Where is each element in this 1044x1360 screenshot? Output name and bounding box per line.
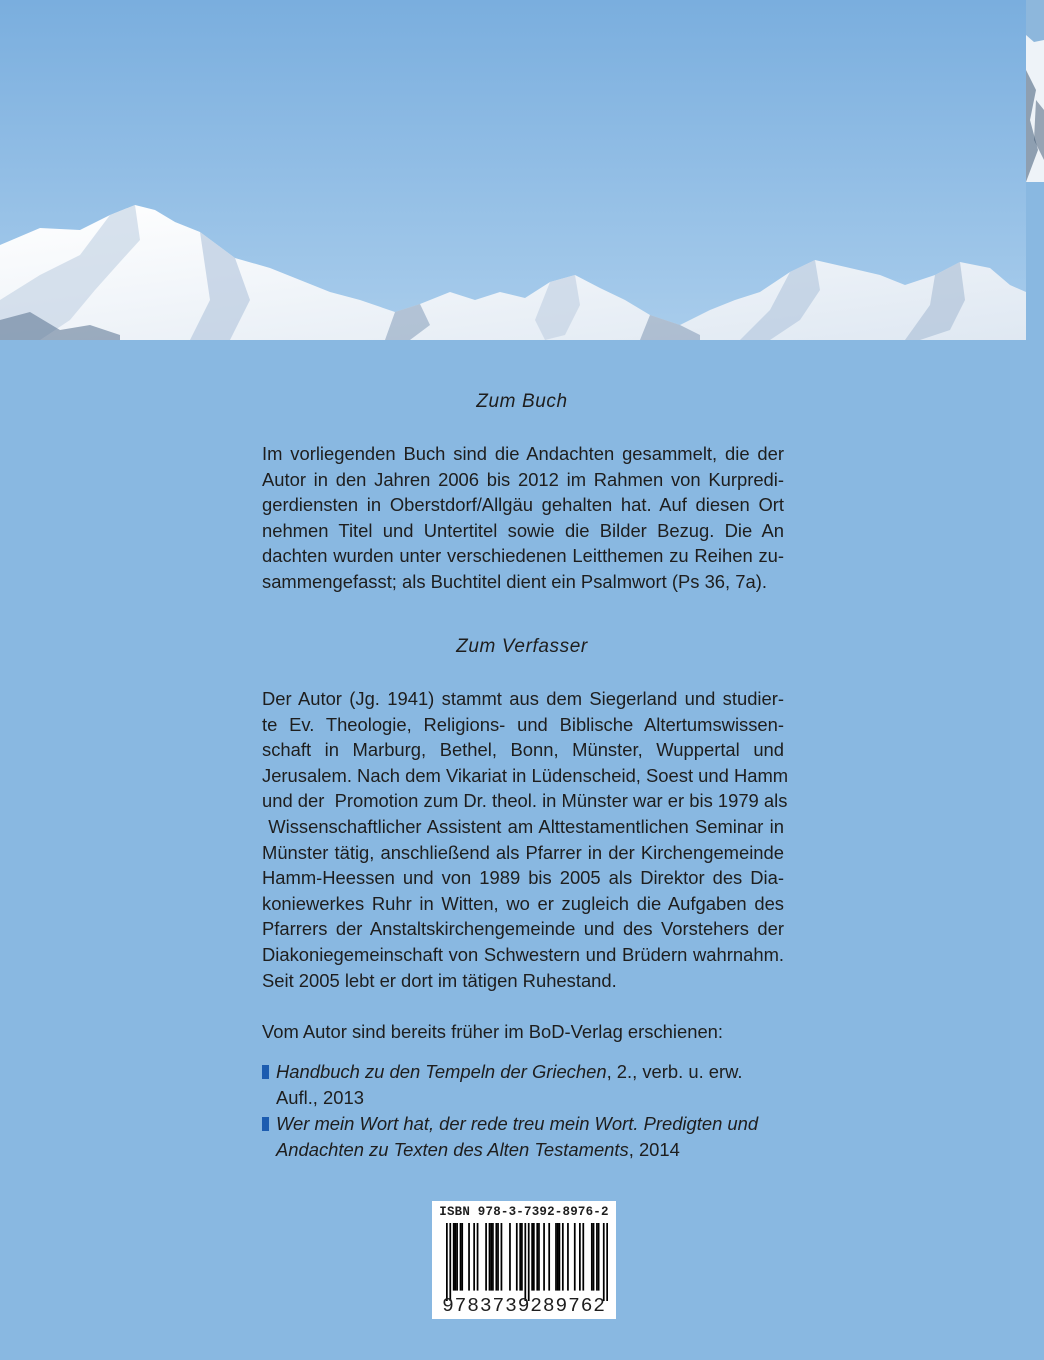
ean-digits: 9783739289762 bbox=[442, 1295, 606, 1317]
barcode-bar bbox=[492, 1223, 494, 1291]
list-bullet-icon bbox=[262, 1117, 269, 1131]
barcode-bar bbox=[501, 1223, 503, 1291]
text-line: Pfarrers der Anstaltskirchengemeinde und des Vorstehers der bbox=[262, 918, 784, 940]
barcode-bar bbox=[455, 1223, 457, 1291]
barcode-bar bbox=[533, 1223, 535, 1291]
text-line: Seit 2005 lebt er dort im tätigen Ruhestand. bbox=[262, 969, 617, 991]
publication-details-cont: Aufl., 2013 bbox=[276, 1086, 364, 1108]
publication-details: , 2014 bbox=[628, 1138, 680, 1160]
paragraph-zum-buch bbox=[262, 441, 784, 595]
barcode-bar bbox=[446, 1223, 448, 1301]
barcode-bar bbox=[543, 1223, 545, 1291]
text-line: gerdiensten in Oberstdorf/Allgäu gehalten hat. Auf diesen Ort bbox=[262, 494, 784, 516]
text-line: schaft in Marburg, Bethel, Bonn, Münster, Wuppertal und bbox=[262, 739, 784, 761]
text-line: Im vorliegenden Buch sind die Andachten gesammelt, die der bbox=[262, 443, 784, 464]
list-bullet-icon bbox=[262, 1065, 269, 1079]
barcode-bar bbox=[598, 1223, 600, 1291]
barcode-bar bbox=[516, 1223, 518, 1291]
text-line: koniewerkes Ruhr in Witten, wo er zugleich die Aufgaben des bbox=[262, 892, 784, 914]
barcode-bar bbox=[460, 1223, 462, 1291]
publication-details: , 2., verb. u. erw. bbox=[606, 1061, 743, 1082]
barcode-bar bbox=[567, 1223, 569, 1291]
text-line: Autor in den Jahren 2006 bis 2012 im Rahmen von Kurpredi- bbox=[262, 468, 784, 490]
text-line: Der Autor (Jg. 1941) stammt aus dem Siegerland und studier- bbox=[262, 688, 784, 709]
barcode-bar bbox=[593, 1223, 595, 1291]
barcode-bar bbox=[453, 1223, 455, 1291]
barcode-bar bbox=[548, 1223, 550, 1291]
barcode-bar bbox=[497, 1223, 499, 1291]
isbn-barcode bbox=[432, 1201, 616, 1319]
text-line: und der Promotion zum Dr. theol. in Münster war er bis 1979 als bbox=[262, 790, 788, 812]
barcode-bar bbox=[538, 1223, 540, 1291]
barcode-bar bbox=[468, 1223, 470, 1291]
spine-photo-strip bbox=[1026, 0, 1044, 182]
barcode-bar bbox=[461, 1223, 463, 1291]
section-heading-zum-verfasser: Zum Verfasser bbox=[456, 636, 588, 657]
text-line: Wissenschaftlicher Assistent am Alttestamentlichen Seminar in bbox=[262, 815, 784, 837]
barcode-bar bbox=[562, 1223, 564, 1291]
barcode-bar bbox=[495, 1223, 497, 1291]
text-line: Hamm-Heessen und von 1989 bis 2005 als Direktor des Dia- bbox=[262, 867, 784, 889]
text-line: Münster tätig, anschließend als Pfarrer in der Kirchengemeinde bbox=[262, 841, 784, 863]
barcode-bar bbox=[477, 1223, 479, 1291]
barcode-bar bbox=[490, 1223, 492, 1291]
barcode-bar bbox=[456, 1223, 458, 1291]
publication-item bbox=[262, 1059, 784, 1110]
text-line: dachten wurden unter verschiedenen Leitthemen zu Reihen zu- bbox=[262, 545, 784, 567]
barcode-bar bbox=[485, 1223, 487, 1291]
barcode-bar bbox=[596, 1223, 598, 1291]
section-heading-zum-buch: Zum Buch bbox=[476, 391, 568, 412]
isbn-label: ISBN 978-3-7392-8976-2 bbox=[439, 1205, 609, 1219]
barcode-bar bbox=[531, 1223, 533, 1291]
barcode-bar bbox=[603, 1223, 605, 1301]
text-line: sammengefasst; als Buchtitel dient ein Psalmwort (Ps 36, 7a). bbox=[262, 570, 767, 592]
publication-title-cont: Andachten zu Texten des Alten Testaments bbox=[276, 1138, 629, 1160]
publication-title: Wer mein Wort hat, der rede treu mein Wort. Predigten und bbox=[276, 1113, 759, 1134]
publications-intro: Vom Autor sind bereits früher im BoD-Verlag erschienen: bbox=[262, 1021, 724, 1042]
barcode-bar bbox=[519, 1223, 521, 1291]
barcode-bar bbox=[591, 1223, 593, 1291]
publication-title: Handbuch zu den Tempeln der Griechen bbox=[276, 1061, 607, 1082]
barcode-bar bbox=[528, 1223, 530, 1301]
barcode-bar bbox=[449, 1223, 451, 1301]
barcode-bar bbox=[521, 1223, 523, 1291]
barcode-bar bbox=[489, 1223, 491, 1291]
barcode-bar bbox=[524, 1223, 526, 1301]
publication-item bbox=[262, 1111, 784, 1162]
barcode-bar bbox=[473, 1223, 475, 1291]
barcode-bar bbox=[536, 1223, 538, 1291]
barcode-bar bbox=[606, 1223, 608, 1301]
barcode-bar bbox=[559, 1223, 561, 1291]
paragraph-zum-verfasser bbox=[262, 686, 789, 993]
barcode-bar bbox=[557, 1223, 559, 1291]
text-line: te Ev. Theologie, Religions- und Biblische Altertumswissen- bbox=[262, 713, 784, 735]
barcode-bar bbox=[555, 1223, 557, 1291]
text-line: Diakoniegemeinschaft von Schwestern und Brüdern wahrnahm. bbox=[262, 943, 784, 965]
barcode-bars bbox=[446, 1223, 608, 1301]
barcode-bar bbox=[574, 1223, 576, 1291]
barcode-bar bbox=[579, 1223, 581, 1291]
text-line: Jerusalem. Nach dem Vikariat in Lüdenscheid, Soest und Hamm bbox=[262, 764, 789, 786]
barcode-bar bbox=[509, 1223, 511, 1291]
text-line: nehmen Titel und Untertitel sowie die Bilder Bezug. Die An bbox=[262, 519, 784, 541]
barcode-bar bbox=[582, 1223, 584, 1291]
cover-photo-mountains bbox=[0, 0, 1026, 340]
